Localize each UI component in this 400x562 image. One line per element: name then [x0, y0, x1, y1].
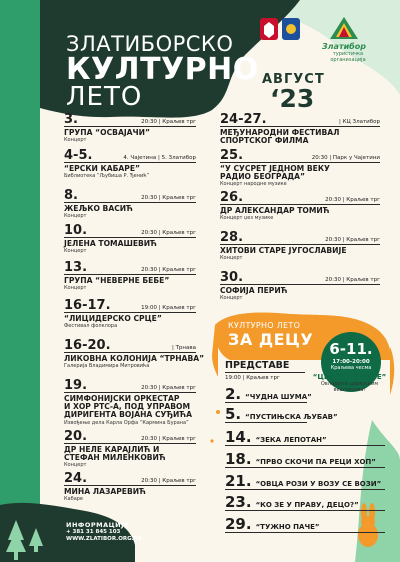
event-item — [64, 338, 205, 370]
kids-heading — [228, 321, 313, 349]
event-item — [64, 114, 196, 143]
event-day: 4-5. — [64, 148, 93, 163]
event-subtitle: Концерт народне музике — [220, 181, 287, 188]
event-subtitle: Концерт — [64, 248, 87, 255]
event-day: 24. — [64, 471, 88, 486]
event-time-place: 20:30 | Краљев трг — [141, 230, 196, 236]
show-day: 14. — [225, 428, 252, 446]
event-date-line — [220, 232, 380, 245]
event-title: СОФИЈА ПЕРИЋ — [220, 286, 288, 295]
show-title: “ЗЕКА ЛЕПОТАН” — [255, 436, 327, 444]
show-day: 21. — [225, 472, 252, 490]
event-date-line — [64, 225, 196, 238]
show-day: 18. — [225, 450, 252, 468]
kids-show-item — [225, 405, 338, 423]
kids-show-item — [225, 493, 385, 511]
event-title: ХИТОВИ СТАРЕ ЈУГОСЛАВИЈЕ — [220, 246, 347, 255]
event-item — [64, 150, 196, 179]
badge-days: 6-11. — [329, 340, 373, 358]
event-time-place: 4. Чајетина | 5. Златибор — [123, 155, 196, 161]
kids-show-item — [225, 450, 385, 468]
event-item — [220, 150, 380, 187]
zlatibor-logo-icon — [326, 15, 362, 43]
event-date-line — [64, 380, 196, 393]
event-time-place: 20:30 | Краљев трг — [141, 436, 196, 442]
event-day: 3. — [64, 112, 78, 127]
kids-show-item — [225, 472, 385, 490]
coat-of-arms-icon — [258, 14, 302, 44]
event-date-line — [64, 262, 196, 275]
event-day: 28. — [220, 230, 244, 245]
event-date-line — [220, 272, 380, 285]
event-day: 24-27. — [220, 112, 267, 127]
circus-block — [312, 373, 387, 393]
event-time-place: 19:00 | Краљев трг — [141, 305, 196, 311]
event-date-line — [64, 340, 196, 353]
show-title: “ТУЖНО ПАЧЕ” — [255, 523, 320, 531]
event-date-line — [64, 473, 196, 486]
event-item — [220, 232, 380, 261]
month-label: АВГУСТ — [262, 72, 325, 87]
circus-subtitle: Овладајте циркуским вештинама! — [320, 381, 379, 393]
shows-header — [225, 360, 305, 381]
event-item — [220, 272, 380, 301]
event-item — [64, 262, 196, 291]
info-title: ИНФОРМАЦИЈЕ — [66, 521, 129, 529]
show-day: 29. — [225, 515, 252, 533]
logo-name: Златибор — [322, 42, 366, 51]
shows-meta: 19:00 | Краљев трг — [225, 375, 280, 381]
event-item — [64, 473, 196, 502]
event-title: “ЛИЦИДЕРСКО СРЦЕ” — [64, 314, 162, 323]
event-title: ГРУПА “НЕВЕРНЕ БЕБЕ” — [64, 276, 170, 285]
event-time-place: 20:30 | Краљев трг — [325, 237, 380, 243]
event-subtitle: Концерт — [64, 462, 87, 469]
event-title: ЈЕЛЕНА ТОМАШЕВИЋ — [64, 239, 157, 248]
event-title: “У СУСРЕТ ЈЕДНОМ ВЕКУ — [220, 164, 330, 173]
event-day: 10. — [64, 223, 88, 238]
event-subtitle: Галерија Владимира Митровића — [64, 363, 150, 370]
event-subtitle: Кабаре — [64, 496, 84, 503]
event-title-line3: ДИРИГЕНТА ВОЈАНА СУЂИЋА — [64, 410, 192, 420]
event-subtitle: Фестивал фолклора — [64, 323, 118, 330]
event-title: ЛИКОВНА КОЛОНИЈА “ТРНАВА” — [64, 354, 205, 363]
event-time-place: 20:30 | Краљев трг — [141, 195, 196, 201]
show-title: “ЧУДНА ШУМА” — [245, 393, 312, 401]
event-subtitle: Концерт џез музике — [220, 215, 274, 222]
event-item — [64, 225, 196, 254]
event-title: МИНА ЛАЗАРЕВИЋ — [64, 487, 146, 496]
event-title-line2: И ХОР РТС-А, ПОД УПРАВОМ — [64, 402, 191, 412]
event-date-line — [220, 150, 380, 163]
event-date-line — [64, 431, 196, 444]
event-title-line2: СПОРТСКОГ ФИЛМА — [220, 136, 309, 146]
event-time-place: 20:30 | Краљев трг — [141, 478, 196, 484]
year-label: ‘23 — [270, 84, 315, 113]
event-time-place: | Трнава — [171, 345, 196, 351]
event-title-line2: РАДИО БЕОГРАДА” — [220, 172, 306, 182]
circus-title: “ЦИРКУС ЗА СВЕ” — [312, 373, 387, 381]
event-time-place: 20:30 | Краљев трг — [325, 277, 380, 283]
event-subtitle: Концерт — [220, 255, 243, 262]
event-date-line — [64, 150, 196, 163]
kids-show-item — [225, 515, 385, 533]
title-line-2: КУЛТУРНО — [66, 52, 259, 87]
event-item — [64, 431, 196, 468]
badge-time: 17:00-20:00 — [332, 359, 370, 365]
event-day: 16-20. — [64, 338, 111, 353]
event-title: “ЕРСКИ КАБАРЕ” — [64, 164, 141, 173]
title-line-1: ЗЛАТИБОРСКО — [66, 32, 234, 56]
event-item — [64, 300, 196, 329]
event-date-line — [64, 300, 196, 313]
kids-show-item — [225, 428, 385, 446]
event-subtitle: Концерт — [64, 213, 87, 220]
show-day: 23. — [225, 493, 252, 511]
info-website: WWW.ZLATIBOR.ORG.RS — [66, 536, 142, 542]
shows-title: ПРЕДСТАВЕ — [225, 360, 305, 373]
event-item — [64, 380, 196, 426]
event-time-place: 20:30 | Краљев трг — [141, 267, 196, 273]
badge-place: Краљева чесма — [330, 365, 372, 371]
kids-heading-line1: КУЛТУРНО ЛЕТО — [228, 321, 301, 330]
event-day: 16-17. — [64, 298, 111, 313]
event-title: ЖЕЉКО ВАСИЋ — [64, 204, 133, 213]
show-title: “ПУСТИЊСКА ЉУБАВ” — [245, 413, 338, 421]
event-title-line2: СТЕФАН МИЛЕНКОВИЋ — [64, 453, 166, 463]
kids-show-item — [225, 385, 312, 403]
event-item — [220, 192, 380, 221]
event-date-line — [64, 114, 196, 127]
event-day: 19. — [64, 378, 88, 393]
show-title: “ОВЦА РОЗИ У ВОЗУ СЕ ВОЗИ” — [255, 480, 382, 488]
info-phone: + 381 31 845 103 — [66, 529, 121, 535]
event-day: 26. — [220, 190, 244, 205]
logo-subtitle: туристичка организација — [330, 51, 366, 63]
show-title: “ПРВО СКОЧИ ПА РЕЦИ ХОП” — [255, 458, 376, 466]
event-item — [220, 114, 380, 145]
show-day: 2. — [225, 385, 242, 403]
event-title: МЕЂУНАРОДНИ ФЕСТИВАЛ — [220, 128, 340, 137]
event-subtitle: Концерт — [64, 137, 87, 144]
event-date-line — [220, 192, 380, 205]
event-time-place: | КЦ Златибор — [339, 119, 380, 125]
event-date-line — [64, 190, 196, 203]
event-title: ДР АЛЕКСАНДАР ТОМИЋ — [220, 206, 330, 215]
event-title: ДР НЕЛЕ КАРАЈЛИЋ И — [64, 445, 160, 454]
event-time-place: 20:30 | Парк у Чајетини — [311, 155, 380, 161]
event-day: 30. — [220, 270, 244, 285]
event-day: 20. — [64, 429, 88, 444]
show-title: “КО ЗЕ У ПРАВУ, ДЕЦО?” — [255, 501, 359, 509]
event-time-place: 20:30 | Краљев трг — [141, 119, 196, 125]
event-day: 25. — [220, 148, 244, 163]
event-subtitle: Концерт — [64, 285, 87, 292]
event-title: СИМФОНИЈСКИ ОРКЕСТАР — [64, 394, 180, 403]
event-day: 8. — [64, 188, 78, 203]
event-day: 13. — [64, 260, 88, 275]
event-time-place: 20:30 | Краљев трг — [141, 385, 196, 391]
event-time-place: 20:30 | Краљев трг — [325, 197, 380, 203]
event-date-line — [220, 114, 380, 127]
show-day: 5. — [225, 405, 242, 423]
event-subtitle: Концерт — [220, 295, 243, 302]
event-subtitle: Библиотека “Љубиша Р. Ђенић” — [64, 173, 150, 180]
title-line-3: ЛЕТО — [66, 82, 143, 112]
event-title: ГРУПА “ОСВАЈАЧИ” — [64, 128, 151, 137]
event-item — [64, 190, 196, 219]
info-block — [66, 521, 142, 543]
event-subtitle: Извођење дела Карла Орфа “Кармина Бурана” — [64, 419, 189, 426]
kids-heading-line2: ЗА ДЕЦУ — [228, 330, 314, 349]
